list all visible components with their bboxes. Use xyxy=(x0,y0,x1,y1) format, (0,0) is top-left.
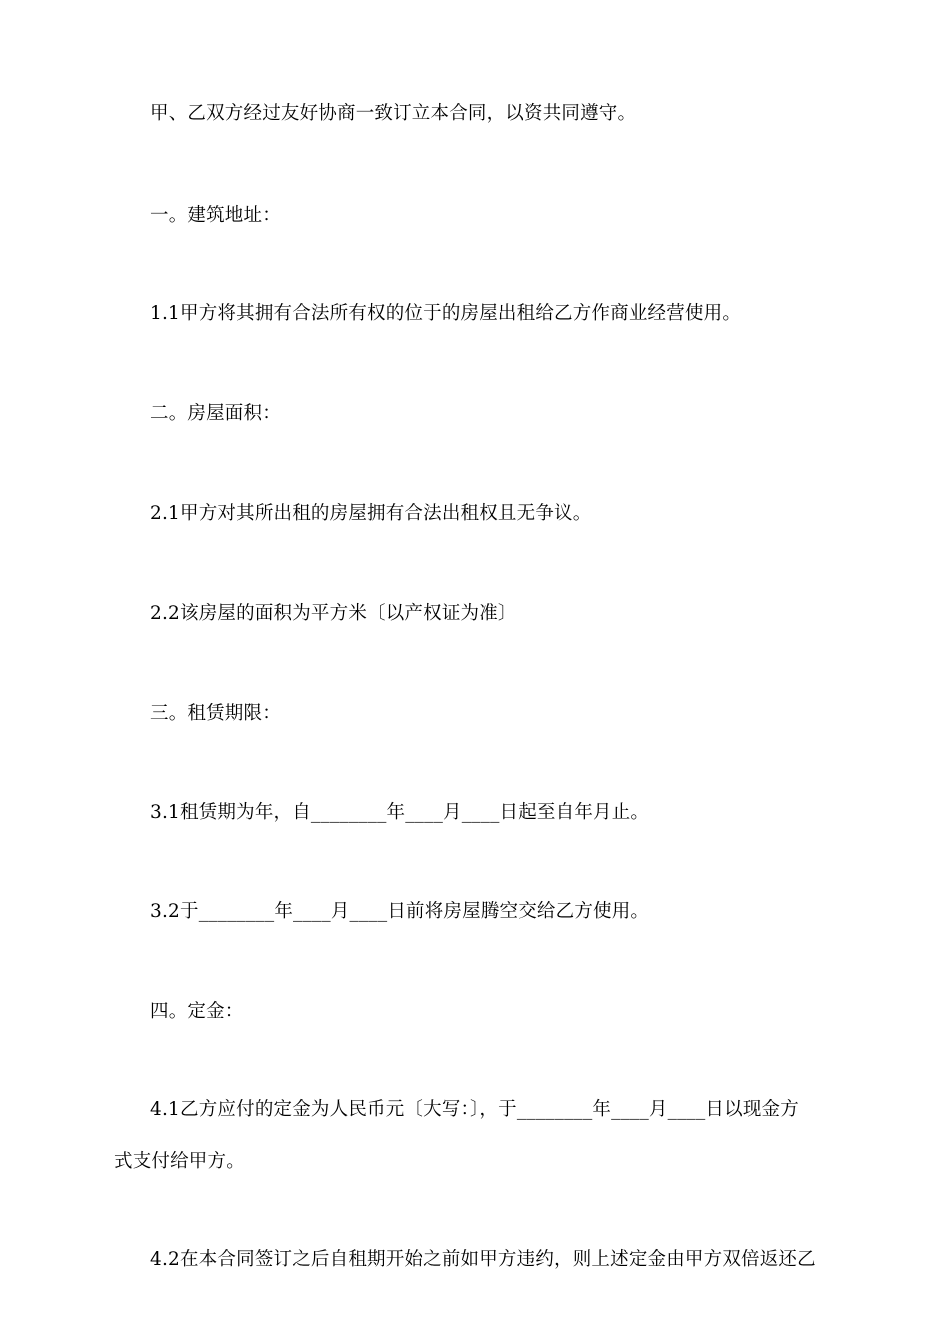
clause-3-1: 3.1租赁期为年，自________年____月____日起至自年月止。 xyxy=(150,802,650,823)
clause-4-1: 4.1乙方应付的定金为人民币元〔大写：〕，于________年____月____日以现金方 xyxy=(150,1099,799,1120)
clause-1-1: 1.1甲方将其拥有合法所有权的位于的房屋出租给乙方作商业经营使用。 xyxy=(150,303,742,324)
clause-2-2: 2.2该房屋的面积为平方米〔以产权证为准〕 xyxy=(150,603,517,624)
section-2-heading: 二。房屋面积： xyxy=(150,403,281,424)
section-1-heading: 一。建筑地址： xyxy=(150,205,281,226)
intro-paragraph: 甲、乙双方经过友好协商一致订立本合同，以资共同遵守。 xyxy=(150,103,637,124)
clause-4-2: 4.2在本合同签订之后自租期开始之前如甲方违约，则上述定金由甲方双倍返还乙 xyxy=(150,1249,816,1270)
clause-3-2: 3.2于________年____月____日前将房屋腾空交给乙方使用。 xyxy=(150,901,650,922)
clause-4-1-continued: 式支付给甲方。 xyxy=(114,1151,245,1172)
section-3-heading: 三。租赁期限： xyxy=(150,703,281,724)
section-4-heading: 四。定金： xyxy=(150,1001,244,1022)
clause-2-1: 2.1甲方对其所出租的房屋拥有合法出租权且无争议。 xyxy=(150,503,592,524)
